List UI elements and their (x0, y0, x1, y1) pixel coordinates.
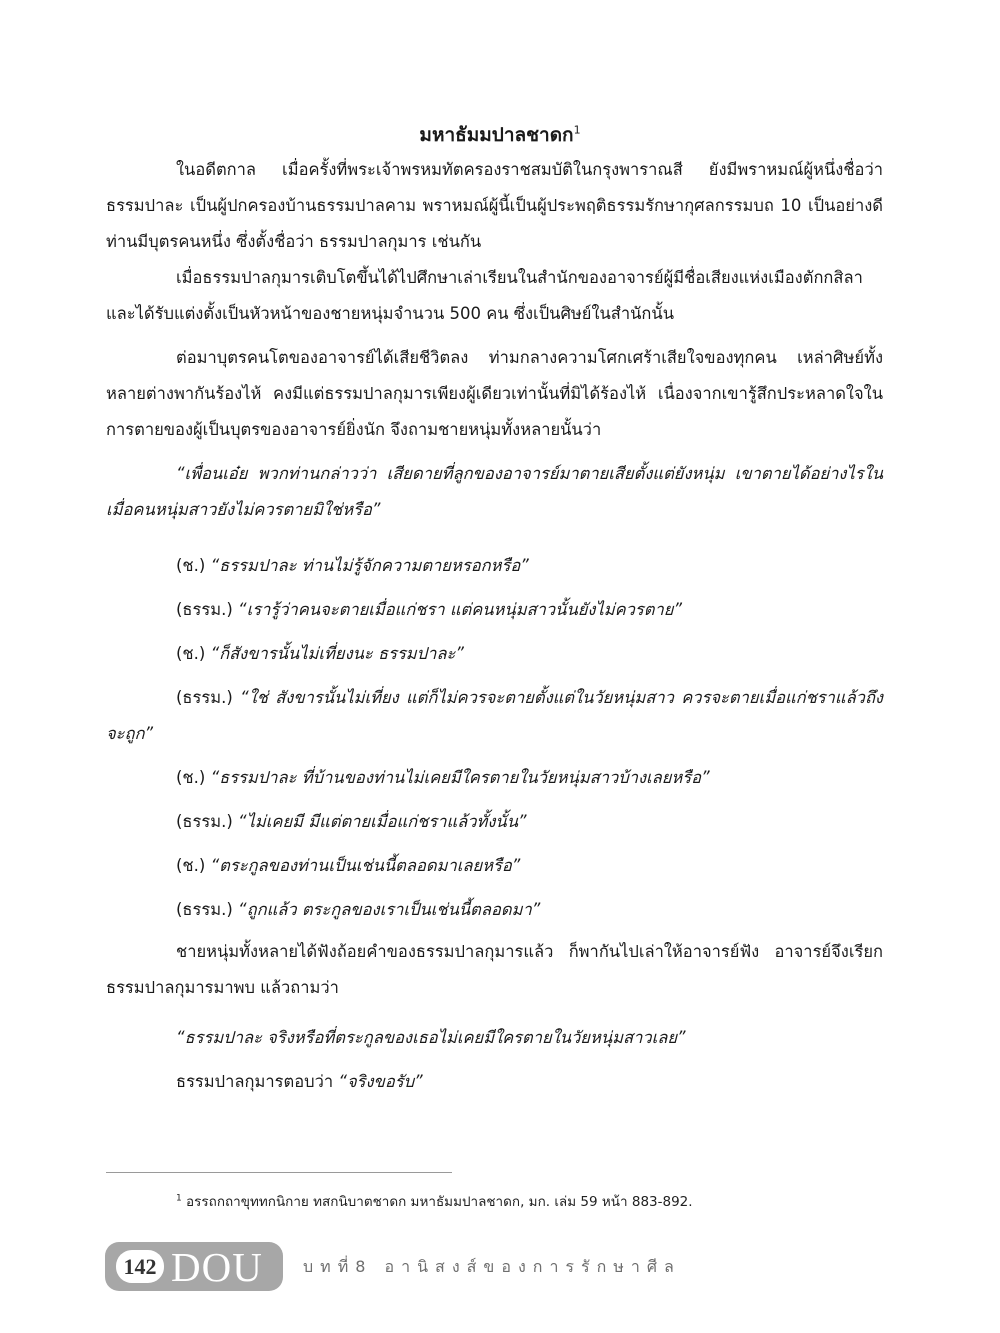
footnote-number: 1 (176, 1193, 182, 1204)
dialogue-line (176, 760, 883, 796)
dialogue-text: “ธรรมปาละ ท่านไม่รู้จักความตายหรอกหรือ” (210, 556, 529, 575)
dialogue-speaker: (ช.) (176, 768, 206, 787)
title-footnote-ref: 1 (573, 123, 581, 137)
dialogue-text: “ธรรมปาละ ที่บ้านของท่านไม่เคยมีใครตายในวัยหนุ่มสาวบ้างเลยหรือ” (210, 768, 710, 787)
chapter-title: บทที่8 อานิสงส์ของการรักษาศีล (303, 1257, 681, 1276)
dialogue-speaker: (ธรรม.) (176, 812, 233, 831)
dialogue-line (176, 848, 883, 884)
dialogue-speaker: (ธรรม.) (176, 688, 233, 707)
dialogue-line (176, 592, 883, 628)
footer-badge (105, 1242, 283, 1291)
paragraph-death: ต่อมาบุตรคนโตของอาจารย์ได้เสียชีวิตลง ท่ามกลางความโศกเศร้าเสียใจของทุกคน เหล่าศิษย์ทั้งหลายต่างพากันร้องไห้ คงมีแต่ธรรมปาลกุมารเพียงผู้เดียวเท่านั้นที่มิได้ร้องไห้ เนื่องจากเขารู้สึกประหลาดใจในการตายของผู้เป็นบุตรของอาจารย์ยิ่งนัก จึงถามชายหนุ่มทั้งหลายนั้นว่า (106, 348, 883, 439)
dialogue-speaker: (ธรรม.) (176, 900, 233, 919)
dialogue-speaker: (ช.) (176, 556, 206, 575)
paragraph-narration: ชายหนุ่มทั้งหลายได้ฟังถ้อยคำของธรรมปาลกุมารแล้ว ก็พากันไปเล่าให้อาจารย์ฟัง อาจารย์จึงเรียกธรรมปาลกุมารมาพบ แล้วถามว่า (106, 942, 883, 997)
reply-prefix: ธรรมปาลกุมารตอบว่า (176, 1072, 334, 1091)
dialogue-line (176, 636, 883, 672)
reply-quote: “จริงขอรับ” (338, 1072, 423, 1091)
footnote (176, 1190, 693, 1212)
quote-teacher: “ธรรมปาละ จริงหรือที่ตระกูลของเธอไม่เคยมีใครตายในวัยหนุ่มสาวเลย” (176, 1028, 686, 1047)
paragraph-study: เมื่อธรรมปาลกุมารเติบโตขึ้นได้ไปศึกษาเล่าเรียนในสำนักของอาจารย์ผู้มีชื่อเสียงแห่งเมืองตักกสิลา และได้รับแต่งตั้งเป็นหัวหน้าของชายหนุ่มจำนวน 500 คน ซึ่งเป็นศิษย์ในสำนักนั้น (106, 268, 863, 323)
dialogue-text: “ใช่ สังขารนั้นไม่เที่ยง แต่ก็ไม่ควรจะตายตั้งแต่ในวัยหนุ่มสาว ควรจะตายเมื่อแก่ชราแล้วถึงจะถูก” (106, 688, 883, 743)
dialogue-text: “ถูกแล้ว ตระกูลของเราเป็นเช่นนี้ตลอดมา” (238, 900, 541, 919)
dialogue-line (106, 680, 883, 752)
dialogue-text: “ก็สังขารนั้นไม่เที่ยงนะ ธรรมปาละ” (210, 644, 464, 663)
dialogue-speaker: (ช.) (176, 644, 206, 663)
dialogue-speaker: (ธรรม.) (176, 600, 233, 619)
brand-logo: DOU (171, 1244, 263, 1290)
dialogue-text: “ตระกูลของท่านเป็นเช่นนี้ตลอดมาเลยหรือ” (210, 856, 521, 875)
dialogue-line (176, 804, 883, 840)
page-footer (105, 1242, 905, 1292)
dialogue-line (176, 892, 883, 928)
title-text: มหาธัมมปาลชาดก (419, 124, 574, 146)
paragraph-reply (176, 1064, 883, 1100)
dialogue-text: “เรารู้ว่าคนจะตายเมื่อแก่ชรา แต่คนหนุ่มสาวนั้นยังไม่ควรตาย” (238, 600, 682, 619)
quote-friends: “เพื่อนเอ๋ย พวกท่านกล่าวว่า เสียดายที่ลูกของอาจารย์มาตายเสียตั้งแต่ยังหนุ่ม เขาตายได้อย่างไรในเมื่อคนหนุ่มสาวยังไม่ควรตายมิใช่หรือ” (106, 464, 883, 519)
dialogue-speaker: (ช.) (176, 856, 206, 875)
page-title (0, 120, 1000, 150)
dialogue-text: “ไม่เคยมี มีแต่ตายเมื่อแก่ชราแล้วทั้งนั้น” (238, 812, 527, 831)
paragraph-intro: ในอดีตกาล เมื่อครั้งที่พระเจ้าพรหมทัตครองราชสมบัติในกรุงพาราณสี ยังมีพราหมณ์ผู้หนึ่งชื่อว่า ธรรมปาละ เป็นผู้ปกครองบ้านธรรมปาลคาม พราหมณ์ผู้นี้เป็นผู้ประพฤติธรรมรักษากุศลกรรมบถ 10 เป็นอย่างดี ท่านมีบุตรคนหนึ่ง ซึ่งตั้งชื่อว่า ธรรมปาลกุมาร เช่นกัน (106, 160, 883, 251)
page-number: 142 (116, 1250, 164, 1283)
footnote-divider (106, 1172, 452, 1173)
dialogue-line (176, 548, 883, 584)
footnote-text: อรรถกถาขุททกนิกาย ทสกนิบาตชาดก มหาธัมมปาลชาดก, มก. เล่ม 59 หน้า 883-892. (186, 1194, 693, 1210)
